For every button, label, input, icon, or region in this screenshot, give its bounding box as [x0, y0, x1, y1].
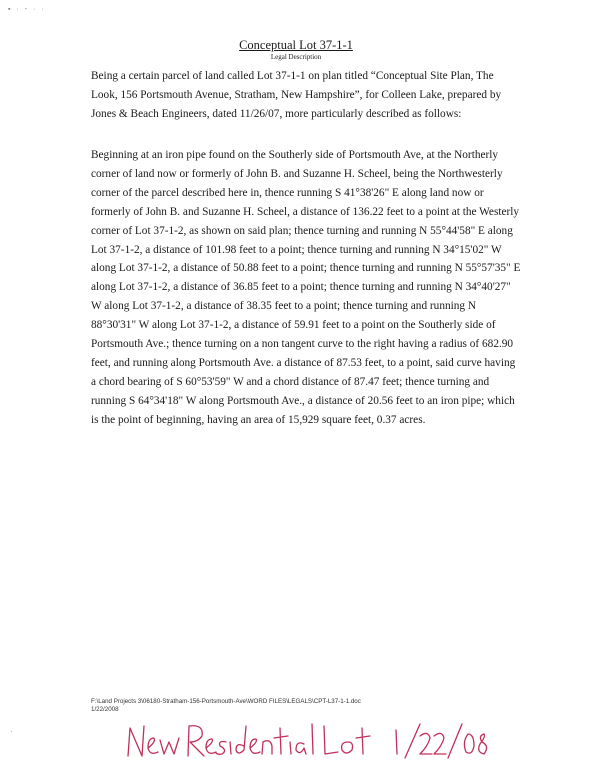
scan-edge-dot: ·	[10, 727, 13, 736]
handwriting-strokes	[128, 724, 487, 758]
handwritten-annotation	[0, 712, 592, 768]
page-title: Conceptual Lot 37-1-1	[239, 38, 353, 52]
footer-file-path: F:\Land Projects 3\06180-Stratham-156-Portsmouth-Ave\WORD FILES\LEGALS\CPT-L37-1-1.doc	[91, 698, 361, 705]
footer-date: 1/22/2008	[91, 706, 119, 713]
page-subtitle: Legal Description	[270, 53, 322, 61]
intro-paragraph: Being a certain parcel of land called Lot 37-1-1 on plan titled “Conceptual Site Plan, The Look, 156 Portsmouth Avenue, Stratham, New Hampshire”, for Colleen Lake, prepared by Jones & Beach Engineers, dated 11/26/07, more particularly described as follows:	[91, 70, 502, 120]
scan-corner-marks: ▪ · - · ·	[8, 6, 46, 13]
description-paragraph: Beginning at an iron pipe found on the Southerly side of Portsmouth Ave, at the Northerly corner of land now or formerly of John B. and Suzanne H. Scheel, being the Northwesterly corner of the parcel described here in, thence running S 41°38'26" E along land now or formerly of John B. and Suzanne H. Scheel, a distance of 136.22 feet to a point at the Westerly corner of Lot 37-1-2, as shown on said plan; thence turning and running N 55°44'58" E along Lot 37-1-2, a distance of 101.98 feet to a point; thence turning and running N 34°15'02" W along Lot 37-1-2, a distance of 50.88 feet to a point; thence turning and running N 55°57'35" E along Lot 37-1-2, a distance of 36.85 feet to a point; thence turning and running N 34°40'27" W along Lot 37-1-2, a distance of 38.35 feet to a point; thence turning and running N 88°30'31" W along Lot 37-1-2, a distance of 59.91 feet to a point on the Southerly side of Portsmouth Ave.; thence turning on a non tangent curve to the right having a radius of 682.90 feet, and running along Portsmouth Ave. a distance of 87.53 feet, to a point, said curve having a chord bearing of S 60°53'59" W and a chord distance of 87.47 feet; thence turning and running S 64°34'18" W along Portsmouth Ave., a distance of 20.56 feet to an iron pipe; which is the point of beginning, having an area of 15,929 square feet, 0.37 acres.	[91, 149, 521, 426]
